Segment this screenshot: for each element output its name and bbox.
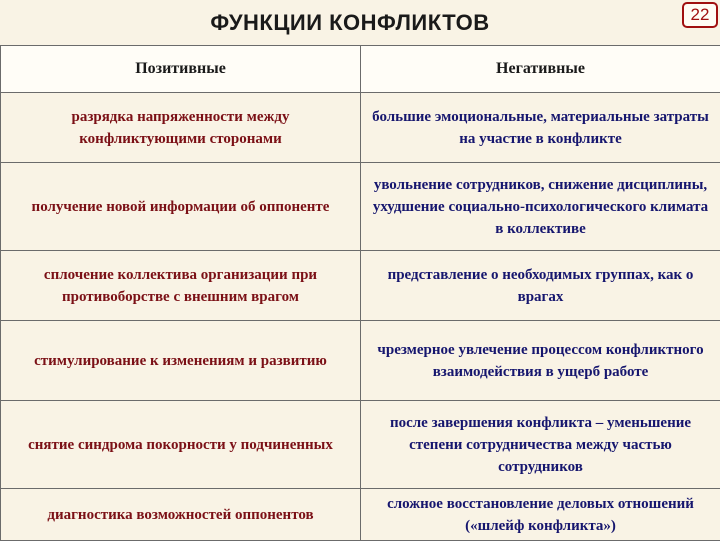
conflict-functions-table <box>0 45 720 541</box>
header-negative: Негативные <box>361 46 720 93</box>
negative-cell: большие эмоциональные, материальные затраты на участие в конфликте <box>361 93 720 163</box>
header-positive: Позитивные <box>1 46 361 93</box>
positive-cell: разрядка напряженности между конфликтующими сторонами <box>1 93 361 163</box>
page-number-badge: 22 <box>682 2 718 28</box>
slide-title: ФУНКЦИИ КОНФЛИКТОВ <box>0 10 700 36</box>
table-row <box>1 489 720 541</box>
positive-cell: диагностика возможностей оппонентов <box>1 489 361 541</box>
negative-cell: представление о необходимых группах, как о врагах <box>361 251 720 321</box>
positive-cell: получение новой информации об оппоненте <box>1 163 361 251</box>
table-row <box>1 251 720 321</box>
negative-cell: сложное восстановление деловых отношений («шлейф конфликта») <box>361 489 720 541</box>
table-row <box>1 401 720 489</box>
positive-cell: стимулирование к изменениям и развитию <box>1 321 361 401</box>
positive-cell: сплочение коллектива организации при противоборстве с внешним врагом <box>1 251 361 321</box>
negative-cell: чрезмерное увлечение процессом конфликтного взаимодействия в ущерб работе <box>361 321 720 401</box>
table-row <box>1 321 720 401</box>
table-row <box>1 93 720 163</box>
table-header-row <box>1 46 720 93</box>
negative-cell: после завершения конфликта – уменьшение степени сотрудничества между частью сотрудников <box>361 401 720 489</box>
positive-cell: снятие синдрома покорности у подчиненных <box>1 401 361 489</box>
table-row <box>1 163 720 251</box>
negative-cell: увольнение сотрудников, снижение дисциплины, ухудшение социально-психологического климата в коллективе <box>361 163 720 251</box>
